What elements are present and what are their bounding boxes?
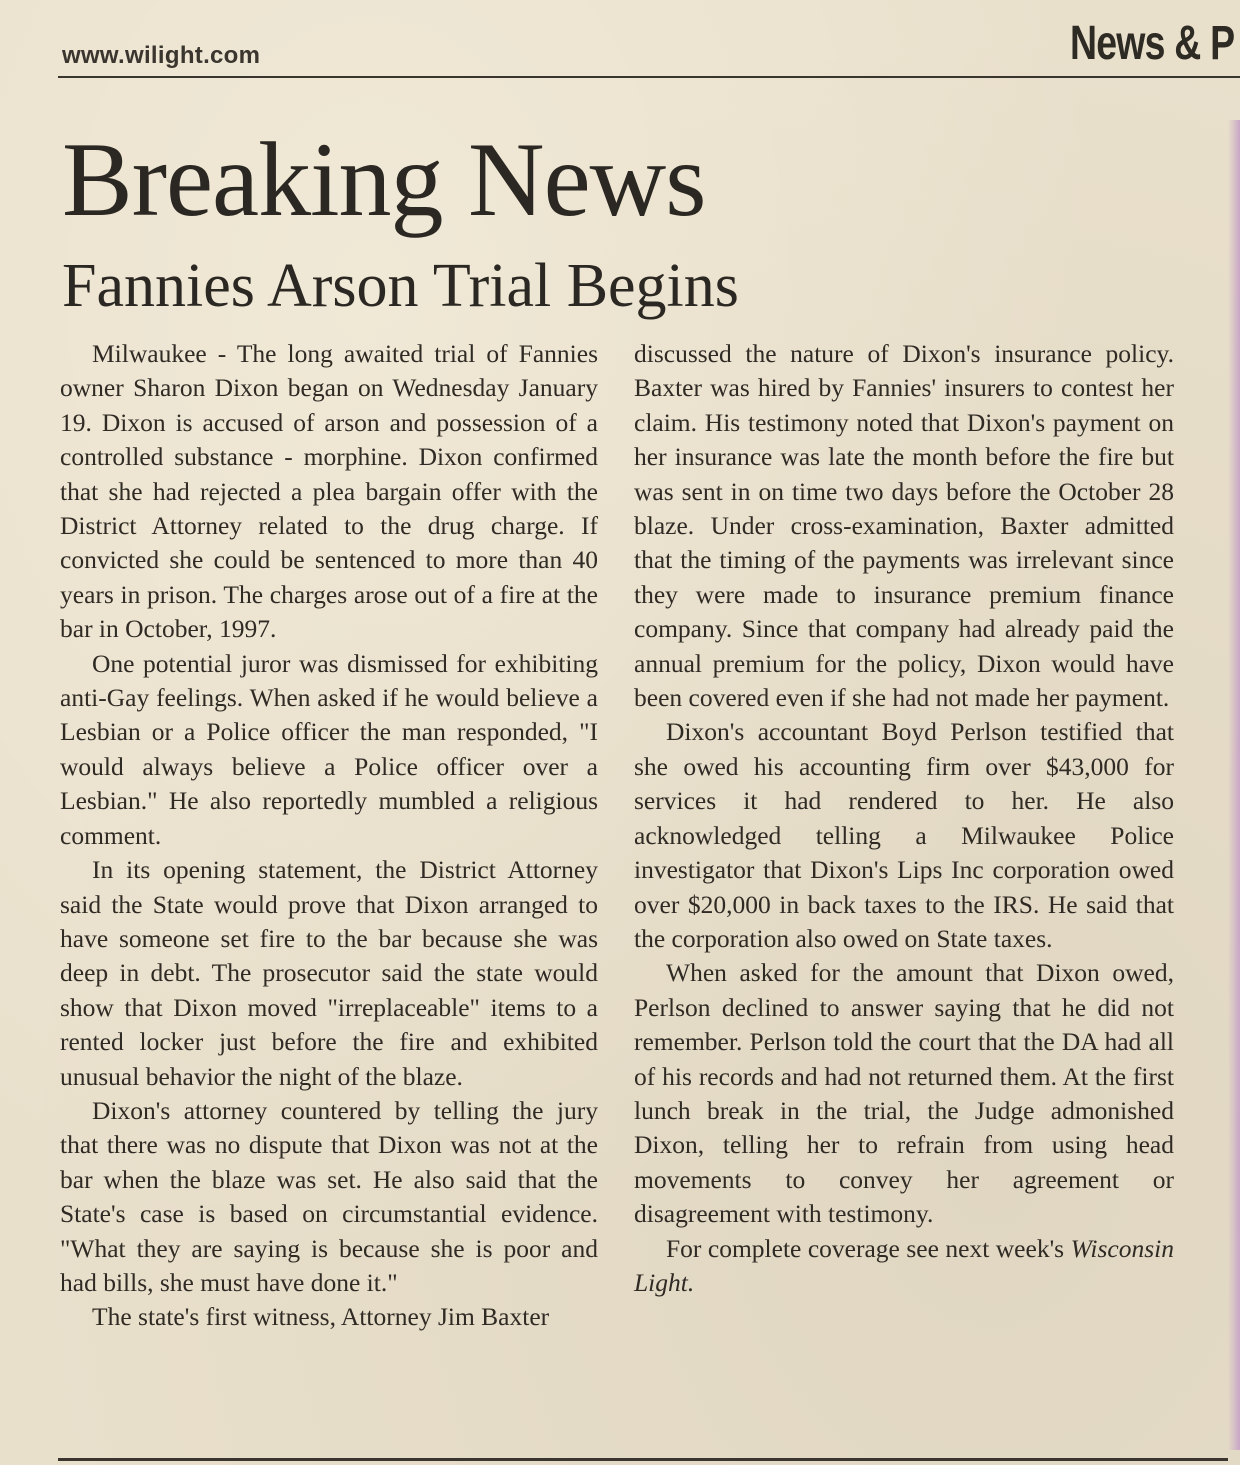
closing-paragraph bbox=[634, 1232, 1174, 1301]
page-header bbox=[0, 0, 1240, 80]
site-url: www.wilight.com bbox=[62, 42, 261, 69]
header-rule bbox=[58, 76, 1240, 78]
subhead: Fannies Arson Trial Begins bbox=[62, 252, 739, 320]
article-paragraph: discussed the nature of Dixon's insurance policy. Baxter was hired by Fannies' insurers to contest her claim. His testimony noted that Dixon's payment on her insurance was late the month before the fire but was sent in on time two days before the October 28 blaze. Under cross-examination, Baxter admitted that the timing of the payments was irrelevant since they were made to insurance premium finance company. Since that company had already paid the annual premium for the policy, Dixon would have been covered even if she had not made her payment. bbox=[634, 339, 1174, 713]
article-column-right bbox=[634, 337, 1174, 1447]
headline: Breaking News bbox=[62, 121, 706, 238]
closing-text: For complete coverage see next week's bbox=[666, 1233, 1065, 1263]
article-paragraph: Milwaukee - The long awaited trial of Fannies owner Sharon Dixon began on Wednesday January 19. Dixon is accused of arson and possession of a controlled substance - morphine. Dixon confirmed that she had rejected a plea bargain offer with the District Attorney related to the drug charge. If convicted she could be sentenced to more than 40 years in prison. The charges arose out of a fire at the bar in October, 1997. bbox=[60, 339, 598, 644]
publication-name: Wisconsin Light. bbox=[634, 1233, 1174, 1297]
article-paragraph: The state's first witness, Attorney Jim Baxter bbox=[92, 1302, 550, 1332]
article-paragraph: When asked for the amount that Dixon owed, Perlson declined to answer saying that he did not remember. Perlson told the court that the DA had all of his records and had not returned them. At the first lunch break in the trial, the Judge admonished Dixon, telling her to refrain from using head movements to convey her agreement or disagreement with testimony. bbox=[634, 958, 1174, 1229]
section-label: News & P bbox=[1070, 17, 1235, 70]
article-paragraph: One potential juror was dismissed for exhibiting anti-Gay feelings. When asked if he would believe a Lesbian or a Police officer the man responded, "I would always believe a Police officer over a Lesbian." He also reportedly mumbled a religious comment. bbox=[60, 648, 598, 850]
article-paragraph: Dixon's accountant Boyd Perlson testified that she owed his accounting firm over $43,000 for services it had rendered to her. He also acknowledged telling a Milwaukee Police investigator that Dixon's Lips Inc corporation owed over $20,000 in back taxes to the IRS. He said that the corporation also owed on State taxes. bbox=[634, 717, 1174, 953]
article-paragraph: In its opening statement, the District Attorney said the State would prove that Dixon arranged to have someone set fire to the bar because she was deep in debt. The prosecutor said the state would show that Dixon moved "irreplaceable" items to a rented locker just before the fire and exhibited unusual behavior the night of the blaze. bbox=[60, 855, 598, 1091]
page-edge-shadow bbox=[1228, 120, 1240, 1450]
article-column-left bbox=[60, 337, 598, 1447]
article-paragraph: Dixon's attorney countered by telling the jury that there was no dispute that Dixon was not at the bar when the blaze was set. He also said that the State's case is based on circumstantial evidence. "What they are saying is because she is poor and had bills, she must have done it." bbox=[60, 1095, 598, 1297]
bottom-rule bbox=[58, 1458, 1228, 1461]
